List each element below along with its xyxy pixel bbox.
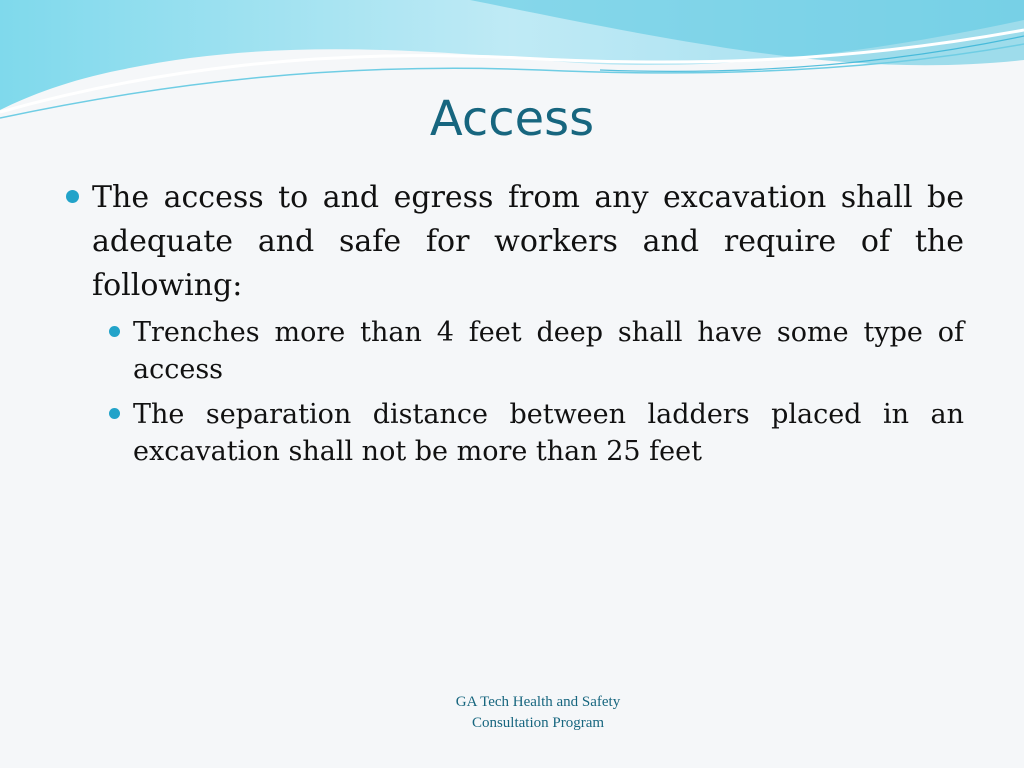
sub-bullet-item	[62, 396, 964, 470]
footer-line-2: Consultation Program	[471, 715, 605, 731]
bullet-dot-icon	[66, 190, 79, 203]
bullet-list	[62, 176, 964, 478]
bullet-item	[62, 176, 964, 308]
sub-bullet-dot-icon	[109, 408, 120, 419]
bullet-text: The access to and egress from any excavation shall be adequate and safe for workers and require of the following:	[92, 180, 964, 303]
sub-bullet-text: The separation distance between ladders placed in an excavation shall not be more than 25 feet	[133, 399, 964, 467]
footer-line-1: GA Tech Health and Safety	[455, 694, 621, 710]
sub-bullet-dot-icon	[109, 326, 120, 337]
sub-bullet-text: Trenches more than 4 feet deep shall have some type of access	[133, 317, 964, 385]
footer	[400, 692, 676, 734]
sub-bullet-item	[62, 314, 964, 388]
slide-title: Access	[429, 91, 595, 147]
